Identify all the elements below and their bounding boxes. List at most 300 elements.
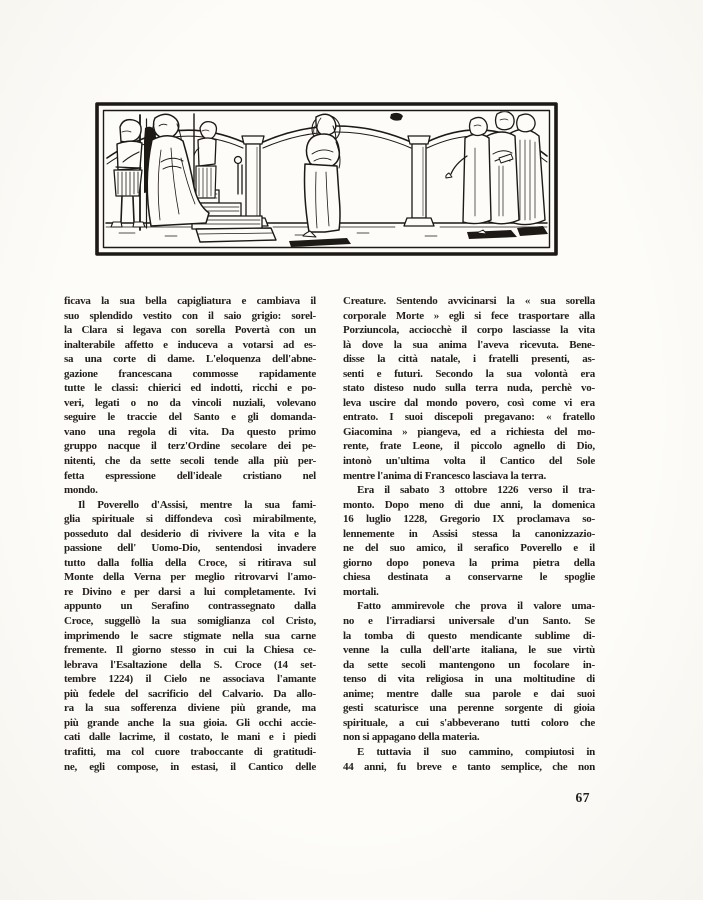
word: Croce, [198, 556, 228, 569]
word: piedi [293, 731, 316, 744]
word: la [468, 556, 478, 569]
word: stesso [170, 644, 196, 657]
word: universale [448, 615, 495, 628]
text-line [343, 745, 595, 760]
word: monto. [343, 498, 375, 511]
word: sua [104, 702, 120, 715]
word: occhi [258, 716, 282, 729]
word: perenne [457, 702, 494, 715]
word: tutti [510, 716, 530, 729]
word: anni, [500, 498, 523, 511]
word: Da [221, 425, 235, 438]
word: lacrime, [119, 731, 156, 744]
text-line [64, 687, 316, 702]
word: questo [246, 425, 276, 438]
text-line [64, 512, 316, 527]
word: avvicinarsi [447, 295, 497, 307]
word: della [179, 658, 201, 671]
word: da [343, 658, 355, 671]
word: stato [343, 382, 365, 395]
word: tutto [64, 556, 86, 569]
word: sue [547, 644, 562, 657]
word: presenti, [531, 353, 570, 366]
word: veri, [64, 396, 84, 409]
word: verso [528, 484, 553, 497]
word: commosse [192, 367, 239, 380]
word: Monte [64, 571, 94, 584]
word: stigmate [183, 629, 222, 642]
word: prova [480, 600, 507, 613]
word: serafico [474, 542, 509, 555]
word: 3 [439, 484, 445, 497]
word: che [579, 716, 595, 729]
word: gratitudi- [273, 745, 316, 758]
word: associava [222, 673, 265, 686]
word: votarsi [242, 338, 274, 351]
word: po- [301, 382, 316, 395]
word: mani [237, 731, 261, 744]
text-line [343, 425, 595, 440]
word: invadere [277, 542, 316, 555]
text-line [64, 294, 316, 309]
word: col [131, 745, 144, 758]
word: perchè [541, 382, 572, 395]
word: Calvario. [221, 687, 264, 700]
word: ma [301, 702, 316, 715]
word: Chiesa [263, 644, 294, 657]
word: pregavano: [484, 411, 535, 424]
word: gazione [64, 367, 98, 380]
word: cui [223, 644, 237, 657]
word: scaturisce [374, 702, 419, 715]
word: in- [582, 658, 595, 671]
word: la [393, 338, 402, 351]
woodcut-svg [95, 102, 558, 256]
text-line [64, 570, 316, 585]
word: mondo [426, 396, 458, 409]
word: tembre [64, 673, 96, 686]
left-column [64, 294, 316, 774]
word: più [273, 455, 289, 468]
word: sua [506, 367, 522, 380]
word: d'un [508, 615, 529, 628]
word: il [423, 745, 429, 758]
word: sua [412, 338, 428, 351]
word: religiosa [425, 673, 464, 686]
word: i [282, 731, 286, 744]
word: tenso [343, 673, 367, 686]
word: dell'abne- [272, 353, 316, 366]
word: L'eloquenza [205, 353, 261, 366]
word: proclamava [516, 513, 570, 526]
word: volta [443, 455, 466, 468]
word: e [294, 527, 299, 540]
word: tanto [467, 760, 491, 773]
word: sentendosi [215, 542, 262, 555]
word: vita [397, 673, 415, 686]
word: darsi [158, 585, 181, 598]
word: traccie [126, 411, 157, 424]
word: ricevuta. [519, 338, 559, 351]
word: fu [396, 760, 407, 773]
word: indotti, [210, 382, 243, 395]
text-line [343, 629, 595, 644]
text-line [64, 658, 316, 673]
word: vita. [189, 425, 209, 438]
text-columns [64, 294, 595, 774]
word: vincoli [191, 396, 222, 409]
word: così [224, 513, 242, 526]
word: e [241, 295, 247, 307]
text-line [343, 716, 595, 731]
word: spoglie [564, 571, 595, 584]
word: disse [343, 353, 365, 366]
word: e [287, 382, 292, 395]
word: a [189, 585, 195, 598]
word: Uomo-Dio, [151, 542, 201, 555]
word: fece [490, 309, 509, 322]
word: saio [223, 309, 242, 322]
word: e [120, 585, 126, 598]
word: di [553, 702, 563, 715]
word: amico, [416, 542, 446, 555]
word: si [474, 309, 482, 322]
word: induceva [177, 338, 218, 351]
word: volevano [276, 396, 316, 409]
word: Serafino [151, 600, 190, 613]
word: luglio [366, 513, 391, 526]
word: Il [78, 498, 85, 511]
word: compiutosi [525, 745, 575, 758]
word: Leone, [412, 440, 443, 453]
word: seguire [64, 411, 96, 424]
text-line [64, 498, 316, 513]
word: chiesa [343, 571, 371, 584]
word: città [398, 353, 418, 366]
word: nitenti, [64, 455, 96, 468]
word: affetto [124, 338, 154, 351]
word: futuri. [394, 367, 423, 380]
word: dal [403, 396, 418, 409]
word: Creature. [343, 295, 386, 307]
word: Verna [133, 571, 161, 584]
word: le [107, 411, 115, 424]
word: un [508, 658, 521, 671]
word: fetta [64, 469, 85, 482]
word: come [532, 396, 556, 409]
text-line [343, 570, 595, 585]
word: di [147, 353, 156, 366]
word: da [129, 455, 141, 468]
word: no [147, 396, 159, 409]
word: pietra [532, 556, 560, 569]
text-line [64, 410, 316, 425]
word: si [116, 324, 124, 337]
text-line [343, 439, 595, 454]
word: corte [113, 353, 136, 366]
word: a [227, 338, 233, 351]
word: secolare [230, 440, 267, 453]
word: follia [130, 556, 154, 569]
word: gli [247, 411, 259, 424]
word: in [205, 644, 214, 657]
word: in [474, 673, 484, 686]
word: Morte [395, 309, 424, 322]
word: capigliatura [177, 295, 231, 307]
word: che [454, 600, 470, 613]
word: a [490, 425, 496, 438]
word: ficava [64, 295, 91, 307]
word: delle [295, 760, 316, 773]
word: acciocchè [408, 324, 452, 337]
word: gruppo [64, 440, 97, 453]
word: italiana, [480, 644, 517, 657]
word: regola [127, 425, 156, 438]
word: la [485, 367, 494, 380]
word: povero, [465, 396, 499, 409]
word: a [398, 716, 405, 729]
word: volontà [534, 367, 568, 380]
word: accie- [290, 716, 316, 729]
word: Divino [81, 585, 112, 598]
word: meglio [195, 571, 225, 584]
word: la [244, 498, 253, 511]
word: gioia. [203, 716, 228, 729]
word: nacque [107, 440, 140, 453]
word: fami- [292, 498, 316, 511]
word: uscire [369, 396, 396, 409]
word: cati [64, 731, 81, 744]
word: più [64, 716, 79, 729]
word: » [433, 309, 440, 322]
text-line [343, 541, 595, 556]
word: suo [389, 542, 405, 555]
word: 1228, [403, 513, 427, 526]
word: la [343, 629, 352, 642]
word: allo- [296, 687, 316, 700]
word: terz'Ordine [167, 440, 220, 453]
page-number: 67 [575, 790, 590, 805]
word: in [586, 745, 595, 758]
word: » [402, 425, 408, 438]
word: la [380, 644, 389, 657]
word: più [230, 702, 246, 715]
word: mirabilmente, [252, 513, 316, 526]
word: dame. [167, 353, 195, 366]
text-line [343, 323, 595, 338]
word: l'amante [276, 673, 316, 686]
word: in [170, 760, 180, 773]
word: questo [427, 629, 457, 642]
word: no [343, 615, 355, 628]
word: della [102, 571, 125, 584]
word: Da [273, 687, 287, 700]
word: la [151, 615, 160, 628]
word: con [170, 324, 187, 337]
word: il [145, 673, 152, 686]
word: lui [203, 585, 216, 598]
text-line: non si appagano della materia. [343, 731, 480, 744]
word: anima [438, 338, 467, 351]
soldier-figure [111, 115, 147, 230]
word: so- [582, 513, 595, 526]
word: e [452, 760, 457, 773]
word: l'Esaltazione [110, 658, 167, 671]
text-line [64, 672, 316, 687]
word: cristiano [242, 469, 282, 482]
word: dalle [430, 687, 453, 700]
word: sua [464, 687, 480, 700]
word: dell' [117, 542, 137, 555]
word: rivivere [207, 527, 243, 540]
text-line [64, 541, 316, 556]
word: cammino, [468, 745, 513, 758]
word: Santo [193, 411, 220, 424]
word: mo- [577, 425, 595, 438]
word: sette [150, 455, 171, 468]
word: la [533, 498, 542, 511]
text-line [343, 512, 595, 527]
word: ed [470, 425, 481, 438]
word: 1224) [108, 673, 133, 686]
word: e [573, 542, 578, 555]
word: corpo [476, 324, 503, 337]
word: Cristo, [285, 615, 316, 628]
word: E [357, 745, 365, 758]
word: la [506, 295, 515, 307]
word: il [453, 440, 460, 453]
word: i [473, 353, 476, 366]
word: la [162, 716, 171, 729]
word: dove [361, 338, 383, 351]
word: lasciasse [512, 324, 551, 337]
text-line [64, 730, 316, 745]
word: completamente. [224, 585, 295, 598]
word: e [231, 411, 236, 424]
word: set- [300, 658, 316, 671]
word: era [580, 396, 595, 409]
word: nuda, [506, 382, 533, 395]
word: Il [115, 644, 123, 657]
word: prima [491, 556, 519, 569]
right-column [343, 294, 595, 774]
word: la [512, 527, 521, 540]
word: del [198, 687, 212, 700]
word: del [124, 687, 138, 700]
word: una [494, 673, 512, 686]
word: 44 [343, 760, 354, 773]
word: il [457, 542, 463, 555]
text-line [343, 527, 595, 542]
word: natale, [430, 353, 461, 366]
word: Dio, [576, 440, 595, 453]
word: egli [448, 309, 465, 322]
word: anche [127, 716, 154, 729]
word: frate [379, 440, 402, 453]
word: dell'arte [432, 644, 470, 657]
text-line [64, 469, 316, 484]
word: ad [282, 338, 295, 351]
word: là [343, 338, 352, 351]
word: dai [550, 687, 565, 700]
word: il [479, 455, 486, 468]
word: le [528, 644, 536, 657]
word: pe- [302, 440, 316, 453]
word: le [539, 571, 548, 584]
word: sacre [149, 629, 173, 642]
word: d'Assisi, [151, 498, 188, 511]
word: secoli [180, 455, 205, 468]
text-line [343, 454, 595, 469]
word: giorno [132, 644, 162, 657]
word: le [221, 731, 229, 744]
text-line [343, 483, 595, 498]
word: un [304, 324, 316, 337]
text-line [343, 396, 595, 411]
word: domanda- [270, 411, 316, 424]
word: Secondo [435, 367, 473, 380]
text-line [64, 716, 316, 731]
word: il [164, 731, 170, 744]
word: appunto [64, 600, 102, 613]
word: in [408, 527, 418, 540]
word: francescana [118, 367, 172, 380]
text-line [343, 760, 595, 775]
column-right [404, 136, 434, 226]
word: le [130, 629, 139, 642]
word: richiesta [505, 425, 545, 438]
word: ne [343, 542, 354, 555]
word: re [64, 585, 74, 598]
word: vano [64, 425, 86, 438]
word: « [524, 295, 531, 307]
word: Cielo [163, 673, 187, 686]
word: contrassegnato [208, 600, 275, 613]
text-line [343, 352, 595, 367]
word: per [170, 571, 186, 584]
word: sua [264, 629, 280, 642]
text-line [64, 585, 316, 600]
word: destinata [387, 571, 428, 584]
word: l'aveva [477, 338, 509, 351]
word: una [429, 702, 447, 715]
word: Croce, [64, 615, 94, 628]
word: es- [303, 338, 316, 351]
word: I [389, 411, 394, 424]
word: a [445, 571, 451, 584]
word: secoli [401, 658, 426, 671]
text-line [343, 498, 595, 513]
word: si [238, 556, 246, 569]
word: una [98, 425, 116, 438]
friar-left [446, 117, 491, 234]
word: le [94, 382, 102, 395]
text-line [64, 309, 316, 324]
word: entrato. [343, 411, 378, 424]
word: da [169, 396, 181, 409]
word: Dopo [384, 498, 409, 511]
word: col [261, 615, 275, 628]
word: mendicante [469, 629, 522, 642]
text-line [343, 367, 595, 382]
word: Era [357, 484, 374, 497]
word: focolare [533, 658, 570, 671]
word: Giacomina [343, 425, 393, 438]
word: conservarne [467, 571, 523, 584]
word: mentre [199, 498, 232, 511]
word: uma- [571, 600, 595, 613]
word: grande [87, 716, 119, 729]
